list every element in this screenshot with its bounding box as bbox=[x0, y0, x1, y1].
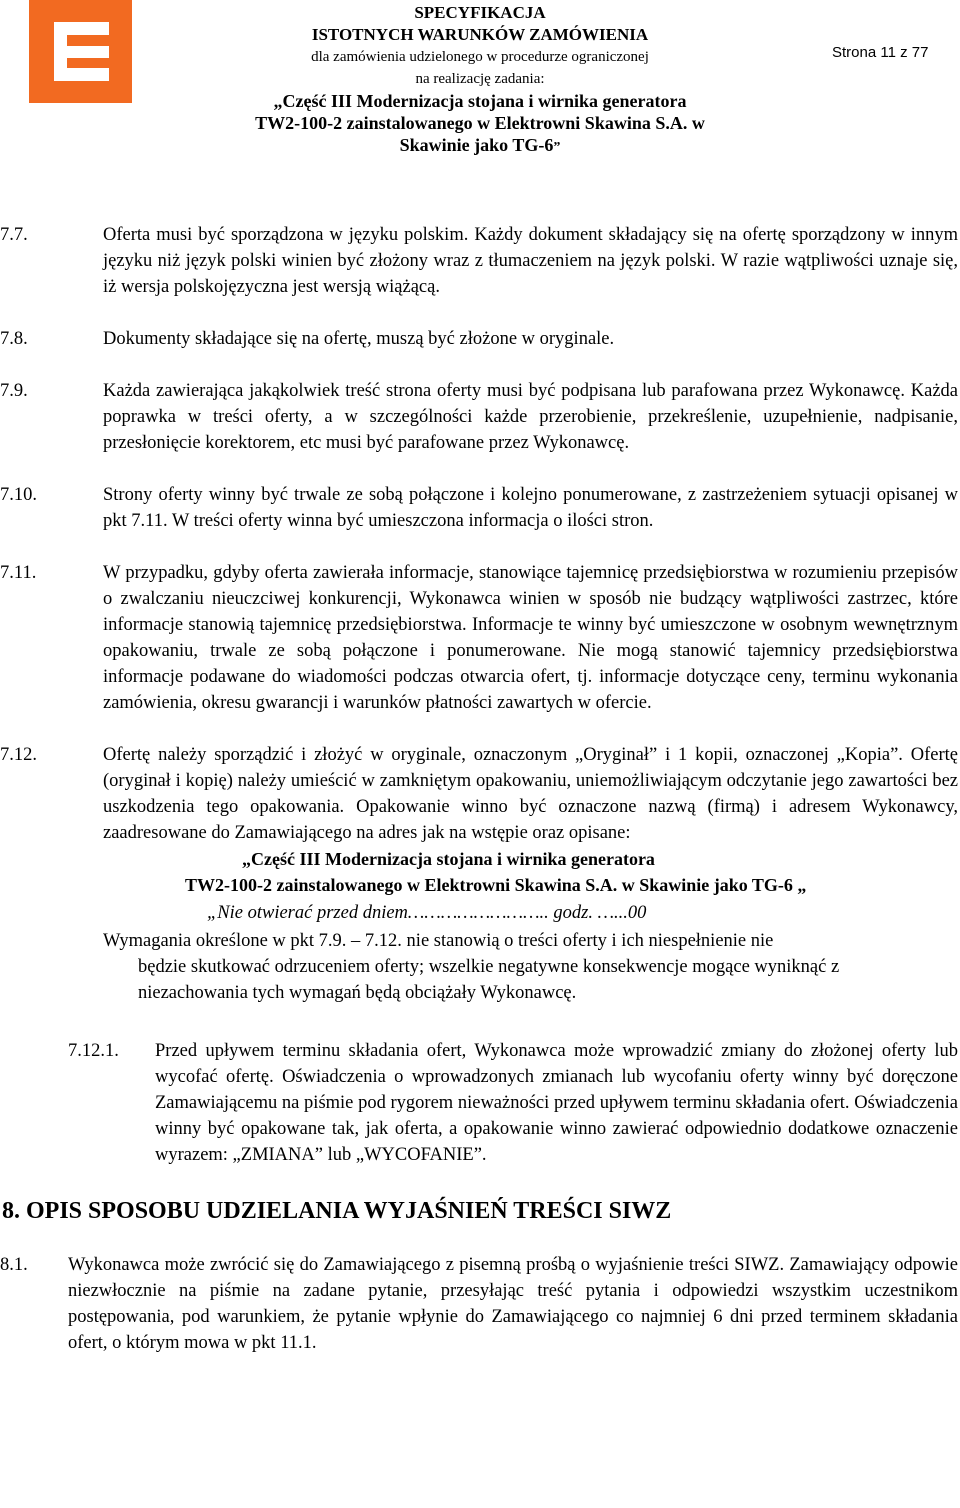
paragraph-7-12-1 bbox=[0, 1038, 960, 1168]
envelope-do-not-open-note: „Nie otwierać przed dniem…………………….. godz. …...00 bbox=[207, 903, 647, 923]
paragraph-7-7 bbox=[0, 222, 960, 300]
company-logo bbox=[29, 0, 132, 103]
paragraph-7-11 bbox=[0, 560, 960, 716]
header-task-line2: TW2-100-2 zainstalowanego w Elektrowni Skawina S.A. w bbox=[255, 113, 705, 133]
header-procedure: dla zamówienia udzielonego w procedurze ograniczonej bbox=[311, 49, 649, 65]
paragraph-number: 7.7. bbox=[0, 225, 28, 245]
requirements-note bbox=[103, 928, 913, 1006]
paragraph-7-8 bbox=[0, 326, 960, 352]
paragraph-number: 7.8. bbox=[0, 329, 28, 349]
header-subtitle: ISTOTNYCH WARUNKÓW ZAMÓWIENIA bbox=[311, 25, 649, 44]
paragraph-text: Strony oferty winny być trwale ze sobą połączone i kolejno ponumerowane, z zastrzeżeniem sytuacji opisanej w pkt 7.11. W treści oferty winna być umieszczona informacja o ilości stron. bbox=[103, 485, 958, 531]
paragraph-7-12 bbox=[0, 742, 960, 846]
envelope-address-line2: TW2-100-2 zainstalowanego w Elektrowni Skawina S.A. w Skawinie jako TG-6 „ bbox=[185, 875, 807, 895]
paragraph-number: 7.11. bbox=[0, 563, 37, 583]
paragraph-8-1 bbox=[0, 1252, 960, 1356]
requirements-rest: będzie skutkować odrzuceniem oferty; wszelkie negatywne konsekwencje mogące wyniknąć z niezachowania tych wymagań będą obciążały Wykonawcę. bbox=[138, 957, 840, 1003]
header-task-line3: Skawinie jako TG-6” bbox=[399, 135, 561, 155]
section-8-heading: 8. OPIS SPOSOBU UDZIELANIA WYJAŚNIEŃ TREŚCI SIWZ bbox=[2, 1198, 672, 1224]
paragraph-text: Wykonawca może zwrócić się do Zamawiającego z pisemną prośbą o wyjaśnienie treści SIWZ. Zamawiający odpowie niezwłocznie na piśmie na zadane pytanie, przesyłając treść pytania i odpowiedzi wszystkim uczestnikom postępowania, pod warunkiem, że pytanie wpłynie do Zamawiającego co najmniej 6 dni przed terminem składania ofert, o którym mowa w pkt 11.1. bbox=[68, 1255, 958, 1353]
header-task-label: na realizację zadania: bbox=[415, 71, 545, 87]
paragraph-7-9 bbox=[0, 378, 960, 456]
requirements-line1: Wymagania określone w pkt 7.9. – 7.12. nie stanowią o treści oferty i ich niespełnienie nie bbox=[103, 931, 774, 951]
page-number: Strona 11 z 77 bbox=[832, 44, 929, 61]
header-title: SPECYFIKACJA bbox=[414, 3, 546, 22]
paragraph-number: 8.1. bbox=[0, 1255, 28, 1275]
logo-mark-icon bbox=[29, 0, 132, 103]
paragraph-text: Każda zawierająca jakąkolwiek treść strona oferty musi być podpisana lub parafowana przez Wykonawcę. Każda poprawka w treści oferty, a w szczególności każde przerobienie, przekreślenie, uzupełnienie, nadpisanie, przesłonięcie korektorem, etc musi być parafowane przez Wykonawcę. bbox=[103, 381, 958, 453]
envelope-address-line1: „Część III Modernizacja stojana i wirnika generatora bbox=[242, 849, 655, 869]
paragraph-text: W przypadku, gdyby oferta zawierała informacje, stanowiące tajemnicę przedsiębiorstwa w rozumieniu przepisów o zwalczaniu nieuczciwej konkurencji, Wykonawca winien w sposób nie budzący wątpliwości zastrzec, które informacje stanowią tajemnicę przedsiębiorstwa. Informacje te winny być umieszczone w osobnym wewnętrznym opakowaniu, trwale ze sobą połączone i ponumerowane. Nie mogą stanowić tajemnicy przedsiębiorstwa informacje podawane do wiadomości podczas otwarcia ofert, tj. informacje dotyczące ceny, terminu wykonania zamówienia, okresu gwarancji i warunków płatności zawartych w ofercie. bbox=[103, 563, 958, 713]
document-header bbox=[200, 2, 760, 159]
paragraph-number: 7.9. bbox=[0, 381, 28, 401]
paragraph-text: Oferta musi być sporządzona w języku polskim. Każdy dokument składający się na ofertę sporządzony w innym języku niż język polski winien być złożony wraz z tłumaczeniem na język polski. W razie wątpliwości uznaje się, iż wersja polskojęzyczna jest wersją wiążącą. bbox=[103, 225, 958, 297]
paragraph-text: Ofertę należy sporządzić i złożyć w oryginale, oznaczonym „Oryginał” i 1 kopii, oznaczonej „Kopia”. Ofertę (oryginał i kopię) należy umieścić w zamkniętym opakowaniu, uniemożliwiającym odczytanie jego zawartości bez uszkodzenia tego opakowania. Opakowanie winno być oznaczone nazwą (firmą) i adresem Wykonawcy, zaadresowane do Zamawiającego na adres jak na wstępie oraz opisane: bbox=[103, 745, 958, 843]
paragraph-number: 7.10. bbox=[0, 485, 37, 505]
paragraph-number: 7.12.1. bbox=[68, 1041, 119, 1061]
header-task-line1: „Część III Modernizacja stojana i wirnika generatora bbox=[273, 91, 687, 111]
paragraph-text: Przed upływem terminu składania ofert, Wykonawca może wprowadzić zmiany do złożonej oferty lub wycofać ofertę. Oświadczenia o wprowadzonych zmianach lub wycofaniu oferty winny być doręczone Zamawiającemu na piśmie pod rygorem nieważności przed upływem terminu składania ofert. Oświadczenia winny być opakowane tak, jak oferta, a opakowanie winno zawierać odpowiednio dodatkowe oznaczenie wyrazem: „ZMIANA” lub „WYCOFANIE”. bbox=[155, 1041, 958, 1165]
paragraph-text: Dokumenty składające się na ofertę, muszą być złożone w oryginale. bbox=[103, 329, 615, 349]
paragraph-number: 7.12. bbox=[0, 745, 37, 765]
document-body bbox=[0, 222, 960, 1356]
paragraph-7-10 bbox=[0, 482, 960, 534]
